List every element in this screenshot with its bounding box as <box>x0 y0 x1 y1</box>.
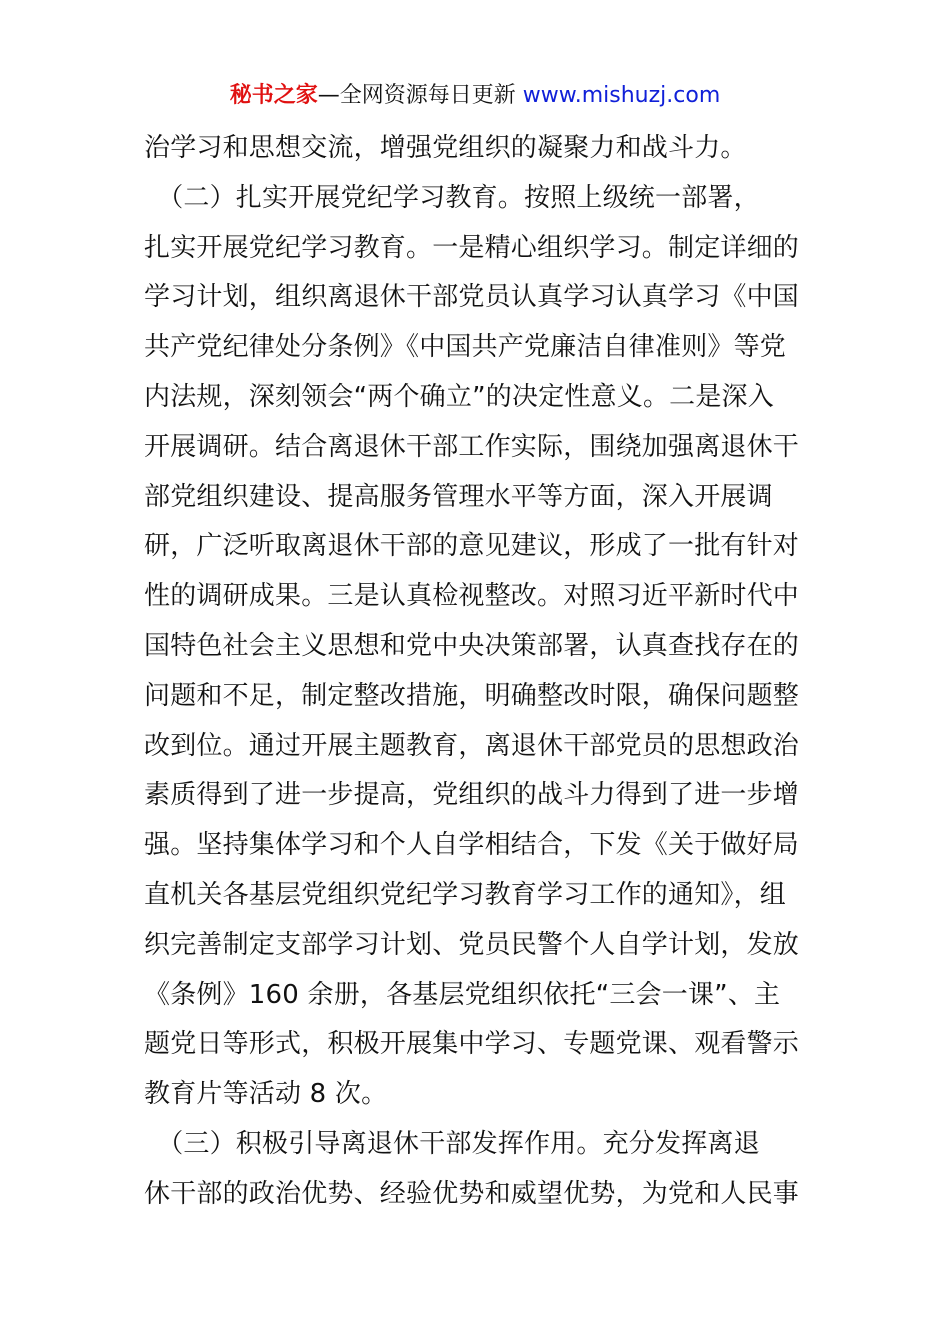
text-line: 题党日等形式，积极开展集中学习、专题党课、观看警示 <box>144 1029 800 1060</box>
text-line: （二）扎实开展党纪学习教育。按照上级统一部署， <box>144 182 760 213</box>
text-line: 直机关各基层党组织党纪学习教育学习工作的通知》，组 <box>144 879 787 910</box>
text-line: 性的调研成果。三是认真检视整改。对照习近平新时代中 <box>144 581 800 612</box>
text-line: 扎实开展党纪学习教育。一是精心组织学习。制定详细的 <box>144 232 800 263</box>
text-line: 开展调研。结合离退休干部工作实际，围绕加强离退休干 <box>144 431 800 462</box>
text-line: 研，广泛听取离退休干部的意见建议，形成了一批有针对 <box>144 531 800 562</box>
text-line: 教育片等活动 8 次。 <box>144 1079 388 1110</box>
text-line: 强。坚持集体学习和个人自学相结合，下发《关于做好局 <box>144 830 800 861</box>
text-line: 素质得到了进一步提高，党组织的战斗力得到了进一步增 <box>144 780 800 811</box>
text-line: 学习计划，组织离退休干部党员认真学习认真学习《中国 <box>144 282 800 313</box>
text-line: 内法规，深刻领会“两个确立”的决定性意义。二是深入 <box>144 381 774 412</box>
text-line: 休干部的政治优势、经验优势和威望优势，为党和人民事 <box>144 1178 800 1209</box>
text-line: 治学习和思想交流，增强党组织的凝聚力和战斗力。 <box>144 133 747 163</box>
text-line: 织完善制定支部学习计划、党员民警个人自学计划，发放 <box>144 929 800 960</box>
text-line: 问题和不足，制定整改措施，明确整改时限，确保问题整 <box>144 680 800 711</box>
text-line: 改到位。通过开展主题教育，离退休干部党员的思想政治 <box>144 730 800 761</box>
text-line: 《条例》160 余册，各基层党组织依托“三会一课”、主 <box>144 979 781 1010</box>
text-line: 共产党纪律处分条例》《中国共产党廉洁自律准则》等党 <box>144 332 787 363</box>
site-url-link[interactable]: www.mishuzj.com <box>522 83 721 108</box>
site-tagline: —全网资源每日更新 <box>317 83 523 108</box>
text-line: 部党组织建设、提高服务管理水平等方面，深入开展调 <box>144 481 773 512</box>
text-line: 国特色社会主义思想和党中央决策部署，认真查找存在的 <box>144 630 800 661</box>
document-body <box>144 124 814 1220</box>
site-brand: 秘书之家 <box>229 83 318 108</box>
text-line: （三）积极引导离退休干部发挥作用。充分发挥离退 <box>144 1128 760 1159</box>
site-header <box>0 80 950 112</box>
